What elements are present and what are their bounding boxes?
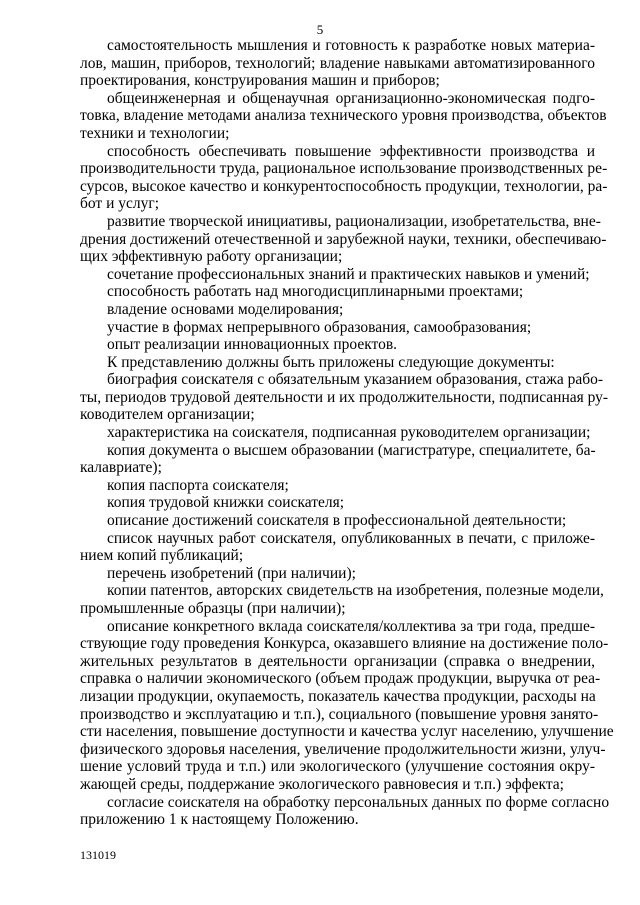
text-line: проектирования, конструирования машин и приборов; bbox=[80, 72, 440, 90]
paragraph bbox=[80, 212, 607, 266]
text-line: копия трудовой книжки соискателя; bbox=[107, 494, 345, 512]
text-line: бот и услуг; bbox=[80, 195, 160, 213]
text-line: описание конкретного вклада соискателя/коллектива за три года, предше- bbox=[107, 617, 595, 635]
text-line: сти населения, повышение доступности и качества услуг населению, улучшение bbox=[80, 723, 614, 741]
text-line: промышленные образцы (при наличии); bbox=[80, 600, 346, 617]
paragraph bbox=[80, 89, 607, 143]
text-line: копии патентов, авторских свидетельств на изобретения, полезные модели, bbox=[107, 582, 604, 600]
paragraph bbox=[80, 793, 610, 829]
text-line: лизации продукции, окупаемость, показатель качества продукции, расходы на bbox=[80, 687, 596, 705]
paragraph bbox=[80, 283, 595, 301]
text-line: способность обеспечивать повышение эффективности производства и bbox=[107, 142, 595, 160]
text-line: нием копий публикаций; bbox=[80, 547, 244, 565]
paragraph bbox=[80, 565, 595, 583]
text-line: согласие соискателя на обработку персональных данных по форме согласно bbox=[107, 793, 610, 811]
paragraph bbox=[80, 142, 608, 213]
text-line: приложению 1 к настоящему Положению. bbox=[80, 811, 359, 829]
text-line: список научных работ соискателя, опубликованных в печати, с приложе- bbox=[107, 529, 595, 547]
paragraph bbox=[80, 301, 595, 319]
text-line: лов, машин, приборов, технологий; владение навыками автоматизированного bbox=[80, 54, 595, 72]
text-line: общеинженерная и общенаучная организационно-экономическая подго- bbox=[107, 89, 595, 107]
text-line: развитие творческой инициативы, рационализации, изобретательства, вне- bbox=[107, 212, 601, 230]
text-line: жительных результатов в деятельности организации (справка о внедрении, bbox=[80, 652, 595, 670]
text-line: участие в формах непрерывного образования, самообразования; bbox=[107, 318, 532, 336]
text-line: ствующие году проведения Конкурса, оказавшего влияние на достижение поло- bbox=[80, 635, 609, 653]
text-line: способность работать над многодисциплинарными проектами; bbox=[107, 283, 524, 301]
text-line: биография соискателя с обязательным указанием образования, стажа рабо- bbox=[107, 371, 604, 389]
paragraph bbox=[80, 512, 595, 530]
text-line: щих эффективную работу организации; bbox=[80, 248, 343, 266]
text-line: производительности труда, рациональное использование производственных ре- bbox=[80, 160, 608, 178]
text-line: техники и технологии; bbox=[80, 124, 230, 142]
text-line: ководителем организации; bbox=[80, 406, 255, 424]
text-line: описание достижений соискателя в профессиональной деятельности; bbox=[107, 512, 567, 530]
text-line: опыт реализации инновационных проектов. bbox=[107, 336, 398, 354]
paragraph bbox=[80, 354, 595, 372]
text-line: производство и эксплуатацию и т.п.), социального (повышение уровня занято- bbox=[80, 705, 599, 723]
text-line: владение основами моделирования; bbox=[107, 300, 344, 318]
text-line: К представлению должны быть приложены следующие документы: bbox=[107, 353, 555, 371]
text-line: физического здоровья населения, увеличение продолжительности жизни, улуч- bbox=[80, 740, 606, 758]
paragraph bbox=[80, 424, 595, 442]
paragraph bbox=[80, 442, 595, 477]
text-line: характеристика на соискателя, подписанная руководителем организации; bbox=[107, 424, 591, 442]
text-line: копия паспорта соискателя; bbox=[107, 476, 289, 494]
text-line: перечень изобретений (при наличии); bbox=[107, 564, 356, 582]
text-line: товка, владение методами анализа технического уровня производства, объектов bbox=[80, 107, 607, 125]
text-line: жающей среды, поддержание экологического равновесия и т.п.) эффекта; bbox=[80, 775, 564, 793]
text-line: сурсов, высокое качество и конкурентоспособность продукции, технологии, ра- bbox=[80, 177, 608, 195]
paragraph bbox=[80, 530, 595, 565]
footer-code: 131019 bbox=[80, 848, 116, 862]
paragraph bbox=[80, 371, 609, 424]
text-line: копия документа о высшем образовании (магистратуре, специалитете, ба- bbox=[107, 441, 596, 459]
paragraph bbox=[80, 617, 614, 794]
paragraph bbox=[80, 37, 595, 90]
document-body bbox=[80, 37, 614, 829]
text-line: ты, периодов трудовой деятельности и их продолжительности, подписанная ру- bbox=[80, 388, 609, 406]
paragraph bbox=[80, 336, 595, 354]
paragraph bbox=[80, 477, 595, 495]
text-line: справка о наличии экономического (объем продаж продукции, выручка от реа- bbox=[80, 670, 601, 688]
text-line: калавриате); bbox=[80, 459, 162, 477]
paragraph bbox=[80, 582, 604, 617]
text-line: самостоятельность мышления и готовность к разработке новых материа- bbox=[107, 37, 595, 54]
paragraph bbox=[80, 319, 595, 337]
paragraph bbox=[80, 494, 595, 512]
text-line: дрения достижений отечественной и зарубежной науки, техники, обеспечиваю- bbox=[80, 230, 607, 248]
paragraph bbox=[80, 266, 595, 284]
page-number: 5 bbox=[316, 22, 324, 37]
text-line: шение условий труда и т.п.) или экологического (улучшение состояния окру- bbox=[80, 758, 595, 776]
text-line: сочетание профессиональных знаний и практических навыков и умений; bbox=[107, 265, 590, 283]
